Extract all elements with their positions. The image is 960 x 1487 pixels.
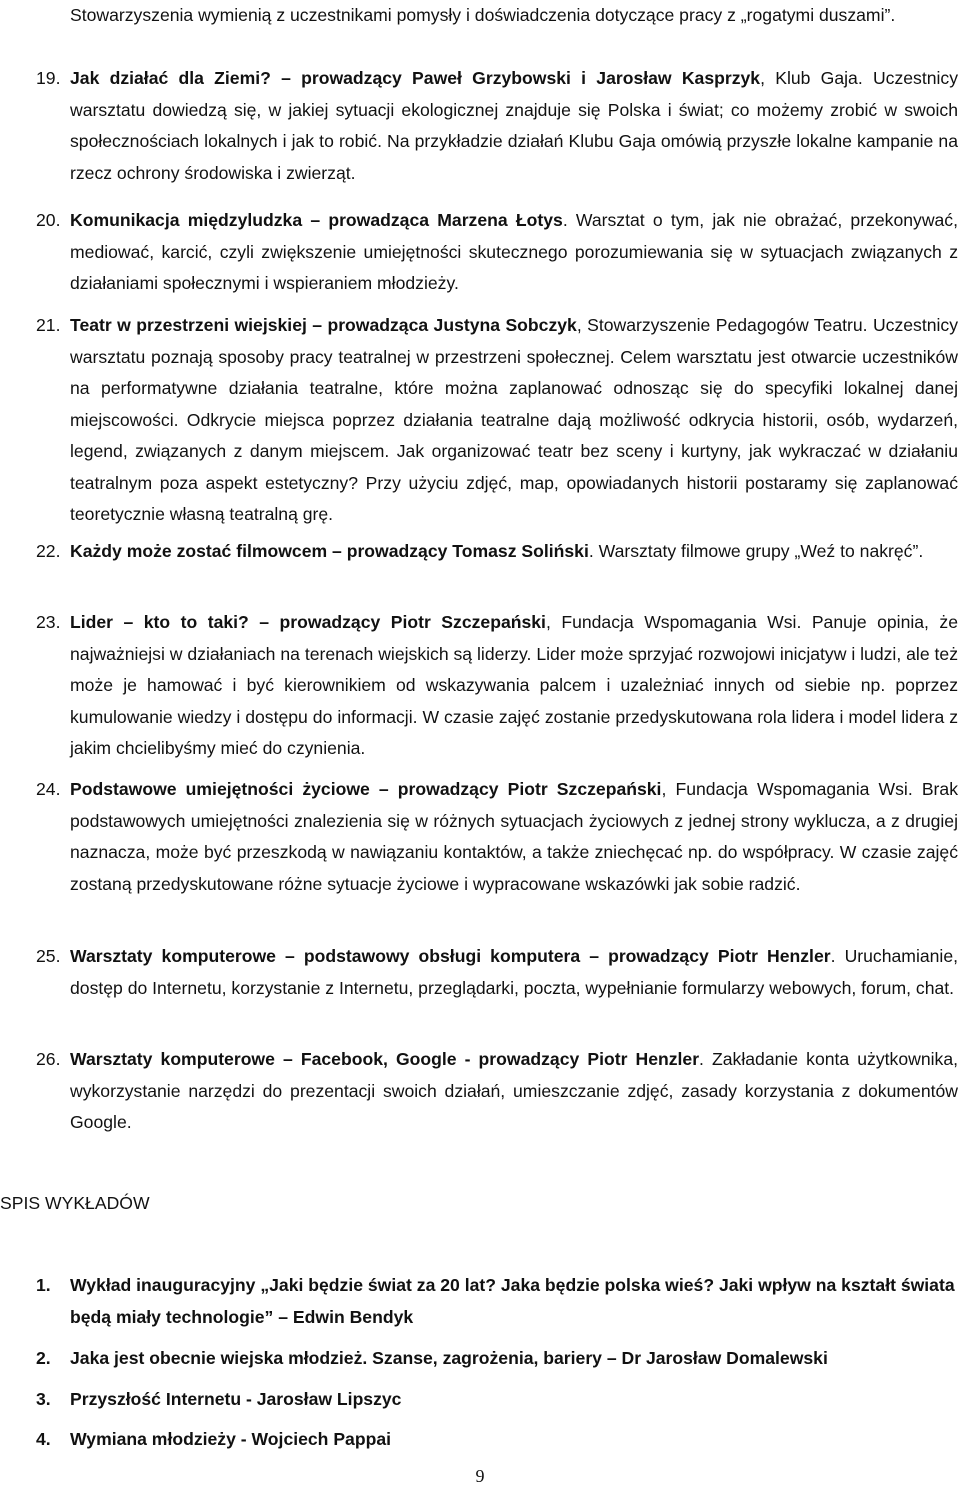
workshop-title: Teatr w przestrzeni wiejskiej – prowadząca Justyna Sobczyk [70, 315, 577, 335]
workshop-text: , Stowarzyszenie Pedagogów Teatru. Uczestnicy warsztatu poznają sposoby pracy teatralnej w przestrzeni społecznej. Celem warsztatu jest otwarcie uczestników na performatywne działania teatralne, które można zaplanować odnosząc się do specyfiki lokalnej danej miejscowości. Odkrycie miejsca poprzez działania teatralne dają możliwość odkrycia historii, osób, wydarzeń, legend, związanych z danym miejscem. Jak organizować teatr bez sceny i kurtyny, jak wykraczać w działaniu teatralnym poza aspekt estetyczny? Przy użyciu zdjęć, map, opowiadanych historii postaramy się zaplanować teoretycznie własną teatralną grę. [70, 315, 959, 524]
workshop-title: Jak działać dla Ziemi? – prowadzący Paweł Grzybowski i Jarosław Kasprzyk [70, 68, 761, 88]
lecture-item-1 [0, 1270, 958, 1333]
workshop-item-20 [0, 205, 958, 300]
workshop-number: 26. [36, 1049, 61, 1069]
workshop-text: . Warsztaty filmowe grupy „Weź to nakręć”. [588, 541, 924, 561]
workshop-number: 20. [36, 210, 61, 230]
lecture-title: Przyszłość Internetu - Jarosław Lipszyc [70, 1389, 402, 1409]
workshop-title: Lider – kto to taki? – prowadzący Piotr Szczepański [70, 612, 546, 632]
lecture-item-3 [0, 1384, 958, 1416]
workshop-number: 22. [36, 541, 61, 561]
lectures-heading: SPIS WYKŁADÓW [0, 1193, 150, 1213]
workshop-description [70, 607, 958, 765]
workshop-text: , Fundacja Wspomagania Wsi. Panuje opinia, że najważniejsi w działaniach na terenach wiejskich są liderzy. Lider może sprzyjać rozwojowi inicjatyw i ludzi, ale też może je hamować i być kierownikiem od wskazywania palcem i uzależniać innych od siebie np. poprzez kumulowanie wiedzy i dostępu do informacji. W czasie zajęć zostanie przedyskutowana rola lidera i model lidera z jakim chcielibyśmy mieć do czynienia. [70, 612, 958, 758]
workshop-text: . Warsztat o tym, jak nie obrażać, przekonywać, mediować, karcić, czyli zwiększenie umiejętności skutecznego porozumiewania się w sytuacjach związanych z działaniami społecznymi i wspieraniem młodzieży. [70, 210, 958, 293]
intro-continuation-text: Stowarzyszenia wymienią z uczestnikami pomysły i doświadczenia dotyczące pracy z „rogatymi duszami”. [70, 5, 896, 25]
workshop-description [70, 774, 958, 900]
lecture-number: 1. [36, 1275, 51, 1295]
workshop-item-26 [0, 1044, 958, 1139]
workshop-title: Komunikacja międzyludzka – prowadząca Marzena Łotys [70, 210, 563, 230]
workshop-number: 24. [36, 779, 61, 799]
lecture-number: 3. [36, 1389, 51, 1409]
workshop-number: 23. [36, 612, 61, 632]
workshop-title: Warsztaty komputerowe – Facebook, Google - prowadzący Piotr Henzler [70, 1049, 700, 1069]
lecture-item-4 [0, 1424, 958, 1456]
workshop-description [70, 941, 958, 1004]
lecture-number: 4. [36, 1429, 51, 1449]
workshop-description [70, 63, 958, 189]
workshop-title: Podstawowe umiejętności życiowe – prowadzący Piotr Szczepański [70, 779, 662, 799]
workshop-description [70, 536, 958, 568]
workshop-item-19 [0, 63, 958, 189]
workshop-item-21 [0, 310, 958, 531]
lecture-title: Wymiana młodzieży - Wojciech Pappai [70, 1429, 392, 1449]
page-number: 9 [475, 1466, 485, 1486]
workshop-text: , Fundacja Wspomagania Wsi. Brak podstawowych umiejętności znalezienia się w różnych sytuacjach życiowych z jednej strony wyklucza, a z drugiej naznacza, może być przeszkodą w nawiązaniu kontaktów, a także zniechęcać np. do współpracy. W czasie zajęć zostaną przedyskutowane różne sytuacje życiowe i wypracowane wskazówki jak sobie radzić. [70, 779, 958, 894]
workshop-title: Warsztaty komputerowe – podstawowy obsługi komputera – prowadzący Piotr Henzler [70, 946, 831, 966]
workshop-title: Każdy może zostać filmowcem – prowadzący Tomasz Soliński [70, 541, 589, 561]
intro-continuation-paragraph [0, 0, 958, 32]
workshop-description [70, 310, 958, 531]
lecture-item-2 [0, 1343, 958, 1375]
workshop-description [70, 205, 958, 300]
lecture-number: 2. [36, 1348, 51, 1368]
lecture-title: Wykład inauguracyjny „Jaki będzie świat za 20 lat? Jaka będzie polska wieś? Jaki wpływ na kształt świata będą miały technologie” – Edwin Bendyk [70, 1275, 955, 1327]
workshop-description [70, 1044, 958, 1139]
workshop-item-22 [0, 536, 958, 568]
workshop-number: 25. [36, 946, 61, 966]
workshop-text: . Uruchamianie, dostęp do Internetu, korzystanie z Internetu, przeglądarki, poczta, wypełnianie formularzy webowych, forum, chat. [70, 946, 959, 998]
workshop-item-25 [0, 941, 958, 1004]
workshop-number: 19. [36, 68, 61, 88]
workshop-text: . Zakładanie konta użytkownika, wykorzystanie narzędzi do prezentacji swoich działań, umieszczanie zdjęć, zasady korzystania z dokumentów Google. [70, 1049, 958, 1132]
lecture-title: Jaka jest obecnie wiejska młodzież. Szanse, zagrożenia, bariery – Dr Jarosław Domalewski [70, 1348, 828, 1368]
workshop-item-23 [0, 607, 958, 765]
workshop-text: , Klub Gaja. Uczestnicy warsztatu dowiedzą się, w jakiej sytuacji ekologicznej znajduje się Polska i świat; co możemy zrobić w swoich społecznościach lokalnych i jak to robić. Na przykładzie działań Klubu Gaja omówią przyszłe lokalne kampanie na rzecz ochrony środowiska i zwierząt. [70, 68, 958, 183]
workshop-item-24 [0, 774, 958, 900]
workshop-number: 21. [36, 315, 61, 335]
